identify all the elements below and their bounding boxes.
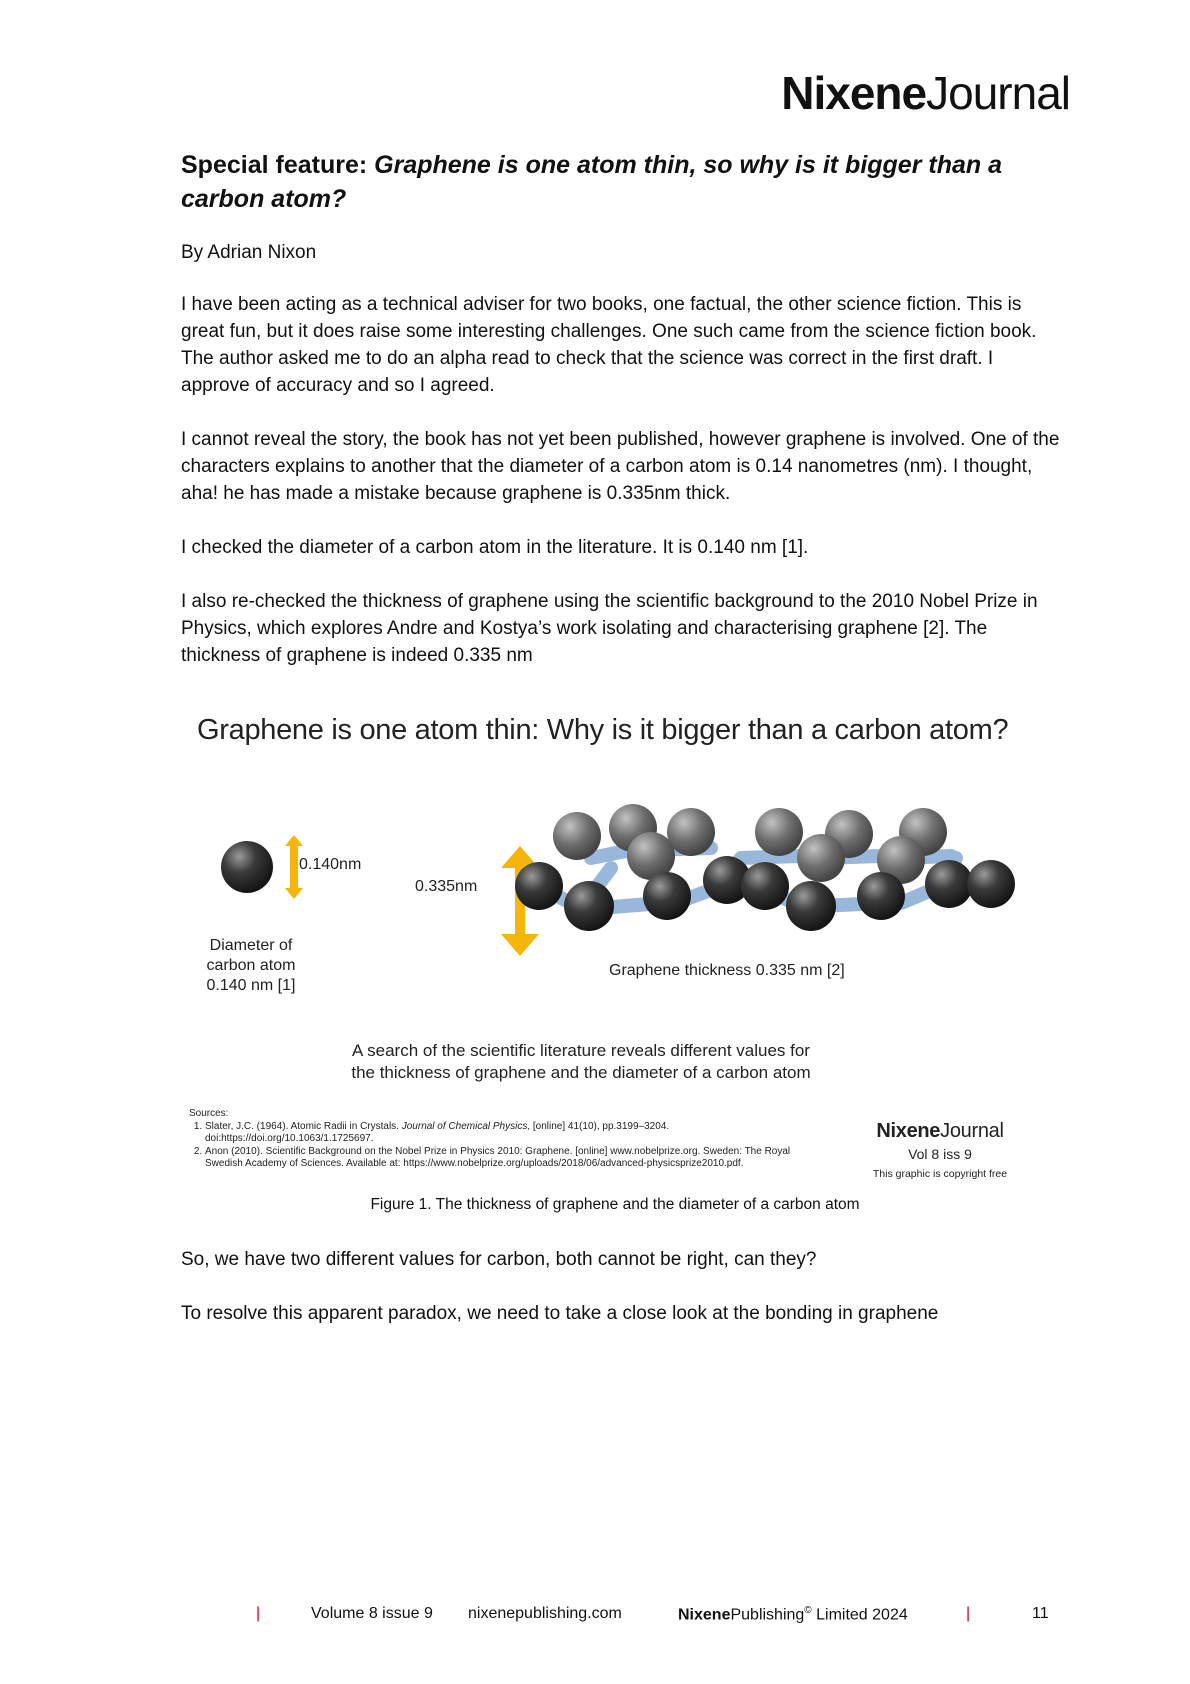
footer-volume: Volume 8 issue 9 — [311, 1605, 433, 1622]
footer-publisher-rest: Publishing — [730, 1606, 805, 1624]
figure-caption: Figure 1. The thickness of graphene and the diameter of a carbon atom — [370, 1196, 860, 1213]
footer-limited: Limited 2024 — [811, 1606, 908, 1624]
footer-copyright-symbol: © — [804, 1605, 812, 1616]
paragraph: I checked the diameter of a carbon atom in the literature. It is 0.140 nm [1]. — [181, 537, 809, 558]
footer-separator: | — [256, 1605, 261, 1622]
atom-caption-line: carbon atom — [206, 957, 296, 974]
search-note — [331, 1040, 831, 1084]
figure-graphic — [181, 708, 1049, 1188]
graphene-front-atoms — [515, 856, 1015, 931]
source-journal: Journal of Chemical Physics — [401, 1120, 528, 1132]
masthead-bold: Nixene — [781, 67, 927, 119]
atom-caption — [201, 936, 301, 996]
paragraph: I also re-checked the thickness of graphene using the scientific background to the 2010 Nobel Prize in Physics, which explores Andre and Kostya’s work isolating and characterising graphene [2]. The thickness of graphene is indeed 0.335 nm — [181, 591, 1038, 666]
atom-measure-label: 0.140nm — [299, 856, 362, 873]
figure-brand — [865, 1120, 1015, 1180]
page-footer — [0, 1605, 1190, 1629]
paragraph: To resolve this apparent paradox, we need to take a close look at the bonding in graphene — [181, 1303, 939, 1324]
article-title — [181, 148, 1061, 216]
graphene-caption: Graphene thickness 0.335 nm [2] — [609, 962, 845, 979]
byline: By Adrian Nixon — [181, 242, 317, 263]
graphene-measure-label: 0.335nm — [415, 878, 478, 895]
article — [181, 148, 1061, 696]
figure-brand-light: Journal — [940, 1120, 1004, 1142]
masthead-logo — [781, 66, 1070, 120]
atom-caption-line: Diameter of — [209, 937, 293, 954]
atom-caption-line: 0.140 nm [1] — [206, 977, 296, 994]
source-text: , [online] 41(10), pp.3199–3204. doi:https://doi.org/10.1063/1.1725697. — [205, 1120, 670, 1144]
sources-list — [189, 1108, 829, 1171]
source-text: Slater, J.C. (1964). Atomic Radii in Crystals. — [205, 1120, 402, 1132]
page-number: 11 — [1032, 1605, 1049, 1622]
source-item: 2. Anon (2010). Scientific Background on the Nobel Prize in Physics 2010: Graphene. [online] www.nobelprize.org. Sweden: The Royal Swedish Academy of Sciences. Available at: https://www.nobelprize.org/uploads/2018/06/advanced-physicsprize2010.pdf. — [205, 1146, 829, 1171]
article-continuation — [181, 1246, 1061, 1354]
paragraph: I cannot reveal the story, the book has not yet been published, however graphene is involved. One of the characters explains to another that the diameter of a carbon atom is 0.14 nanometres (nm). I thought, aha! he has made a mistake because graphene is 0.335nm thick. — [181, 429, 1060, 504]
paragraph: I have been acting as a technical adviser for two books, one factual, the other science fiction. This is great fun, but it does raise some interesting challenges. One such came from the science fiction book. The author asked me to do an alpha read to check that the science was correct in the first draft. I approve of accuracy and so I agreed. — [181, 294, 1037, 396]
footer-publisher — [678, 1605, 908, 1624]
search-note-line: the thickness of graphene and the diameter of a carbon atom — [351, 1063, 811, 1082]
source-item — [205, 1121, 829, 1146]
figure-volume: Vol 8 iss 9 — [908, 1146, 972, 1162]
search-note-line: A search of the scientific literature reveals different values for — [352, 1041, 810, 1060]
footer-publisher-bold: Nixene — [678, 1606, 731, 1624]
footer-separator: | — [966, 1605, 971, 1622]
title-prefix: Special feature: — [181, 151, 375, 179]
carbon-atom — [221, 841, 273, 893]
figure-brand-name — [865, 1120, 1015, 1143]
figure-title: Graphene is one atom thin: Why is it bigger than a carbon atom? — [197, 714, 1009, 746]
masthead-light: Journal — [926, 67, 1070, 119]
sources-heading: Sources: — [189, 1108, 229, 1119]
figure-copyright-note: This graphic is copyright free — [872, 1168, 1008, 1180]
figure-brand-bold: Nixene — [876, 1120, 941, 1142]
paragraph: So, we have two different values for carbon, both cannot be right, can they? — [181, 1249, 817, 1270]
footer-site: nixenepublishing.com — [468, 1605, 622, 1622]
title-italic: Graphene is one atom thin, so why is it bigger than a carbon atom? — [181, 151, 1003, 213]
